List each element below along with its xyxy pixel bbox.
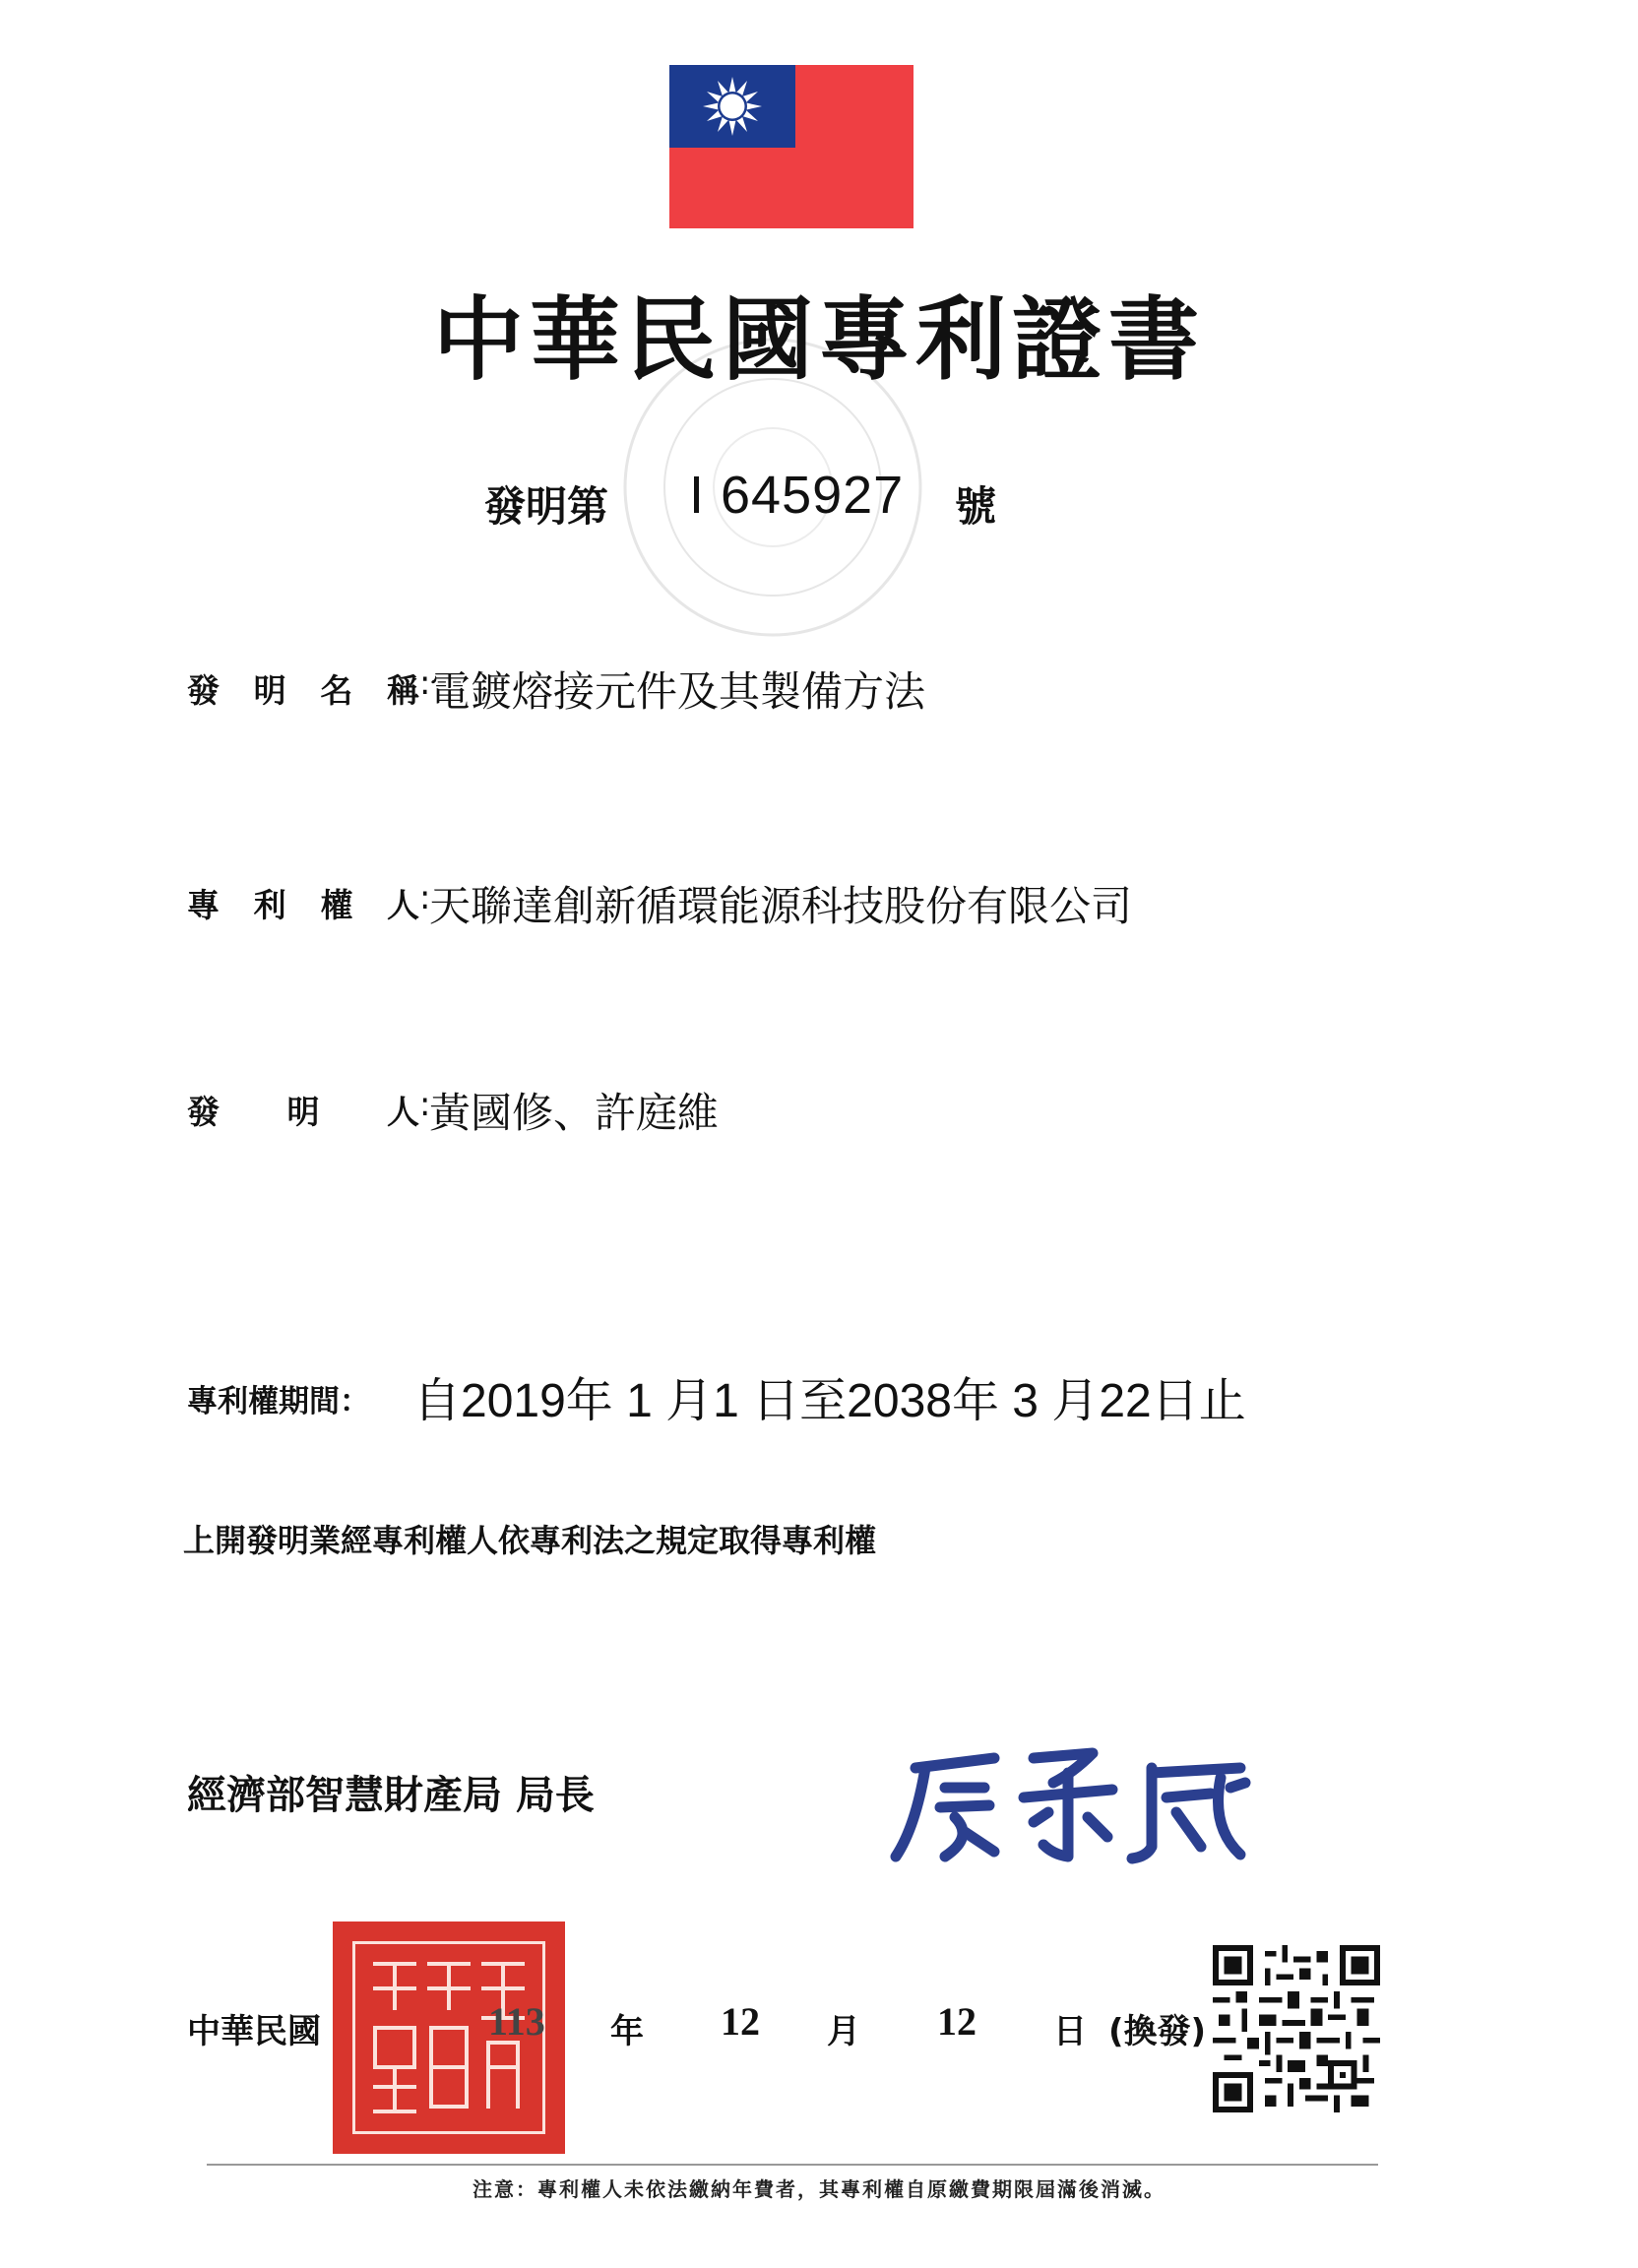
flag-canton [669,65,795,148]
patent-term-label: 專利權期間： [187,1384,370,1419]
patent-number-suffix: 號 [955,482,997,531]
field-label: 專利權人 [187,886,419,924]
issue-date-line [187,1998,1221,2057]
field-value: 黃國修、許庭維 [429,1089,720,1137]
patent-number: I 645927 [689,466,905,525]
field-label: 發明名稱 [187,671,419,710]
date-year: 113 [488,1999,545,2044]
field-colon: : [419,1085,431,1124]
date-reissue: (換發) [1108,2012,1207,2051]
patent-number-prefix: 發明第 [484,482,609,531]
date-era: 中華民國 [187,2012,321,2051]
director-signature-icon [886,1729,1260,1876]
patent-number-line [0,465,1638,534]
field-value: 電鍍熔接元件及其製備方法 [429,667,926,716]
roc-flag-icon [669,65,914,228]
date-month-unit: 月 [827,2012,860,2051]
field-value: 天聯達創新循環能源科技股份有限公司 [429,882,1133,930]
date-year-unit: 年 [610,2012,644,2051]
footer-rule [207,2164,1378,2166]
date-month: 12 [721,1999,760,2044]
white-sun-icon [669,65,795,148]
patent-term-value: 自2019年 1 月1 日至2038年 3 月22日止 [413,1375,1246,1427]
certificate-title: 中華民國專利證書 [432,286,1205,393]
qr-code-icon [1213,1945,1380,2112]
date-day: 12 [937,1999,976,2044]
field-label: 發明人 [187,1093,419,1131]
field-colon: : [419,663,431,703]
date-day-unit: 日 [1053,2012,1087,2051]
footer-note: 注意：專利權人未依法繳納年費者，其專利權自原繳費期限屆滿後消滅。 [472,2177,1166,2201]
field-colon: : [419,878,431,917]
grant-statement: 上開發明業經專利權人依專利法之規定取得專利權 [183,1522,877,1559]
director-title: 經濟部智慧財產局 局長 [187,1773,595,1818]
